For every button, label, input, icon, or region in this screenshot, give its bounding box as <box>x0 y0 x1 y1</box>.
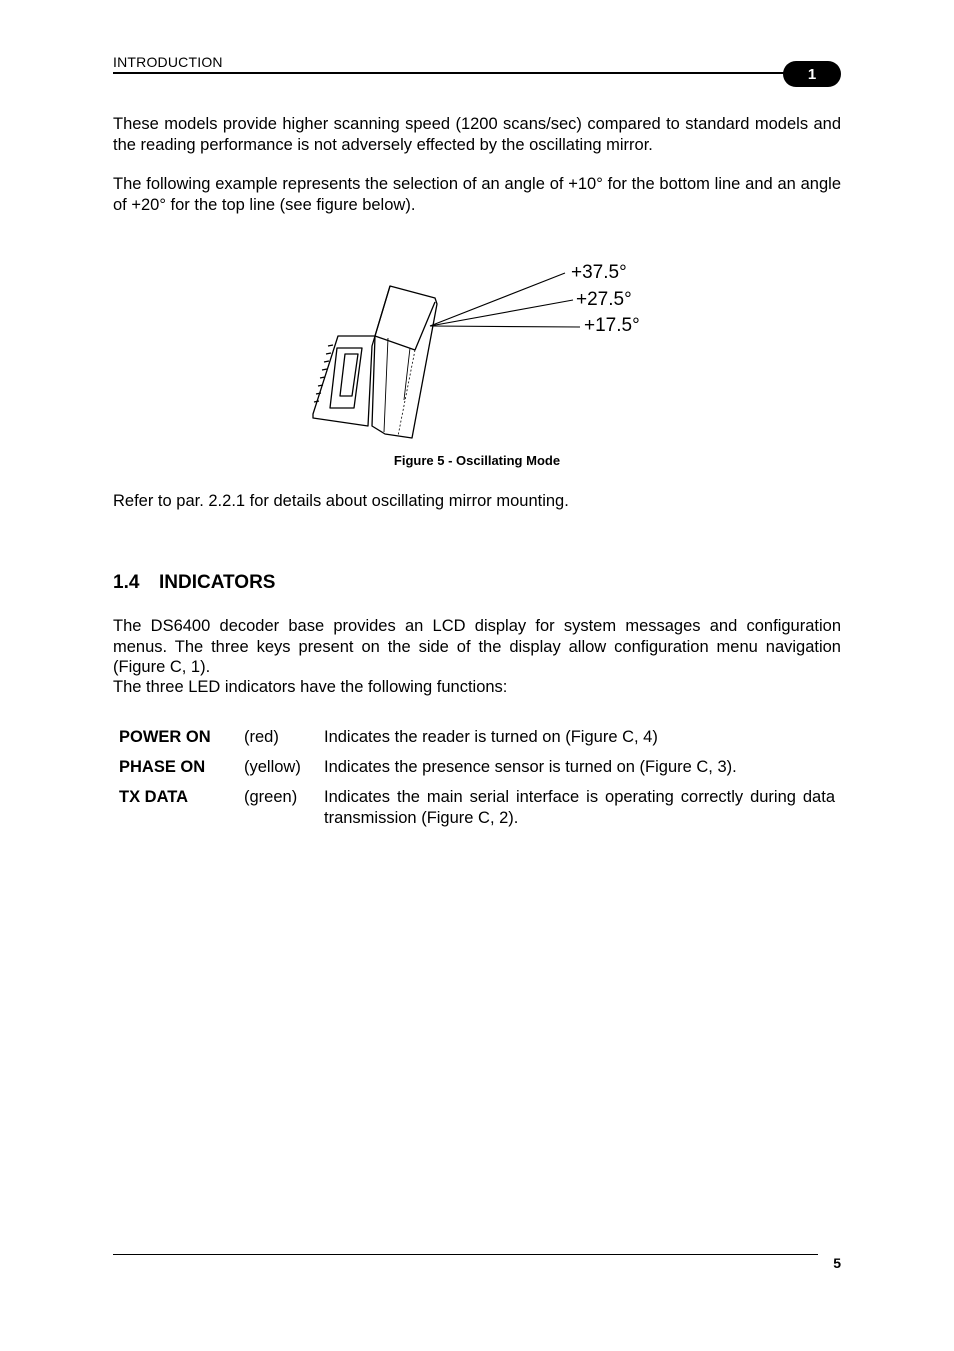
page-number: 5 <box>833 1255 841 1271</box>
paragraph-led-intro: The three LED indicators have the following functions: <box>113 678 508 696</box>
running-header: INTRODUCTION <box>113 54 223 70</box>
paragraph-angle-example: The following example represents the selection of an angle of +10° for the bottom line and an angle of +20° for the top line (see figure below). <box>113 175 841 214</box>
section-heading <box>113 572 275 594</box>
indicator-description: Indicates the reader is turned on (Figure C, 4) <box>324 728 658 746</box>
scanner-display-inner <box>340 354 358 396</box>
indicator-name: POWER ON <box>119 728 211 746</box>
mirror-head-hidden-line <box>398 350 415 436</box>
indicator-color: (green) <box>244 788 298 806</box>
indicator-name: TX DATA <box>119 788 189 806</box>
indicator-name: PHASE ON <box>119 758 206 776</box>
header-rule <box>113 72 795 74</box>
scanner-base-body <box>313 336 375 426</box>
angle-label-bottom: +17.5° <box>584 315 640 336</box>
mirror-head-face-lines <box>384 338 410 432</box>
paragraph-scanning-speed: These models provide higher scanning speed (1200 scans/sec) compared to standard models and the reading performance is not adversely effected by the oscillating mirror. <box>113 115 841 154</box>
figure-caption: Figure 5 - Oscillating Mode <box>393 453 561 468</box>
mirror-head-edge <box>375 286 415 350</box>
paragraph-lcd-display: The DS6400 decoder base provides an LCD display for system messages and configuration menus. The three keys present on the side of the display allow configuration menu navigation (Figure C, 1). <box>113 617 841 676</box>
chapter-badge: 1 <box>783 61 841 87</box>
angle-line-middle <box>430 300 573 326</box>
scanner-grip-ridges <box>314 345 333 402</box>
indicator-color: (yellow) <box>244 758 301 776</box>
angle-line-top <box>430 273 565 326</box>
scan-angle-lines <box>430 273 580 327</box>
indicator-color: (red) <box>244 728 279 746</box>
section-title: INDICATORS <box>159 572 276 593</box>
footer-rule <box>113 1254 818 1255</box>
oscillating-mirror-head <box>372 286 437 438</box>
angle-line-bottom <box>430 326 580 327</box>
indicator-description: Indicates the main serial interface is operating correctly during data transmission (Figure C, 2). <box>324 788 835 827</box>
section-number: 1.4 <box>113 572 140 593</box>
angle-label-top: +37.5° <box>571 262 627 283</box>
paragraph-mounting-reference: Refer to par. 2.2.1 for details about oscillating mirror mounting. <box>113 492 569 510</box>
indicator-description: Indicates the presence sensor is turned on (Figure C, 3). <box>324 758 737 776</box>
angle-label-middle: +27.5° <box>576 289 632 310</box>
oscillating-mode-figure <box>300 250 660 450</box>
